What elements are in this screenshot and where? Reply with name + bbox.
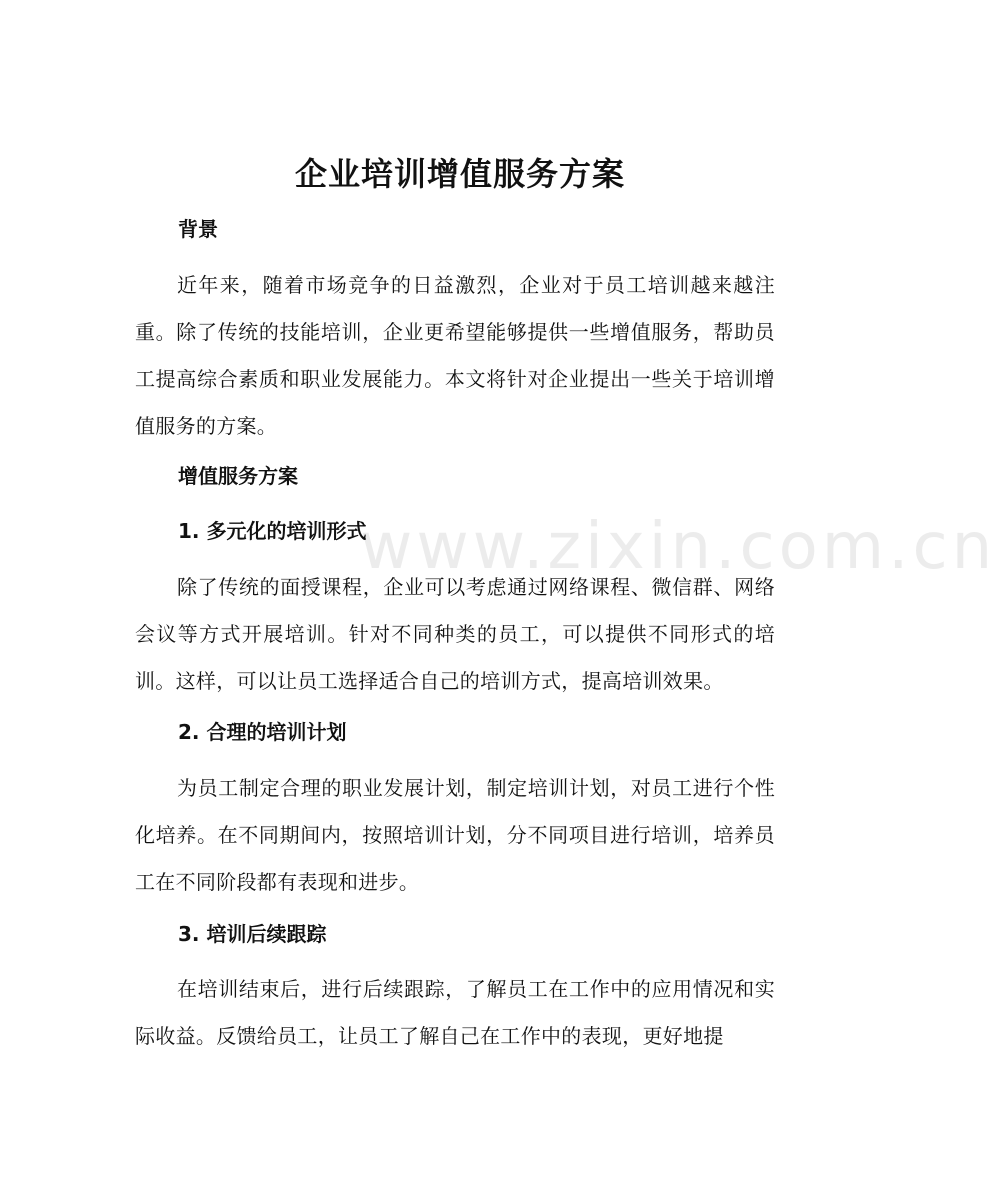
- paragraph-item-2: 为员工制定合理的职业发展计划，制定培训计划，对员工进行个性化培养。在不同期间内，按照培训计划，分不同项目进行培训，培养员工在不同阶段都有表现和进步。: [135, 776, 775, 894]
- page-title: 企业培训增值服务方案: [294, 155, 625, 193]
- subheading-item-2: 2. 合理的培训计划: [178, 720, 347, 744]
- subheading-item-1: 1. 多元化的培训形式: [178, 519, 367, 543]
- paragraph-item-3: 在培训结束后，进行后续跟踪，了解员工在工作中的应用情况和实际收益。反馈给员工，让员工了解自己在工作中的表现，更好地提: [135, 977, 775, 1048]
- paragraph-background: 近年来，随着市场竞争的日益激烈，企业对于员工培训越来越注重。除了传统的技能培训，企业更希望能够提供一些增值服务，帮助员工提高综合素质和职业发展能力。本文将针对企业提出一些关于培训增值服务的方案。: [135, 273, 775, 438]
- section-heading-plan: 增值服务方案: [178, 464, 298, 488]
- subheading-item-3: 3. 培训后续跟踪: [178, 922, 327, 946]
- section-heading-background: 背景: [178, 217, 218, 241]
- watermark: www.zixin.com.cn: [360, 510, 996, 584]
- paragraph-item-1: 除了传统的面授课程，企业可以考虑通过网络课程、微信群、网络会议等方式开展培训。针对不同种类的员工，可以提供不同形式的培训。这样，可以让员工选择适合自己的培训方式，提高培训效果。: [135, 575, 775, 693]
